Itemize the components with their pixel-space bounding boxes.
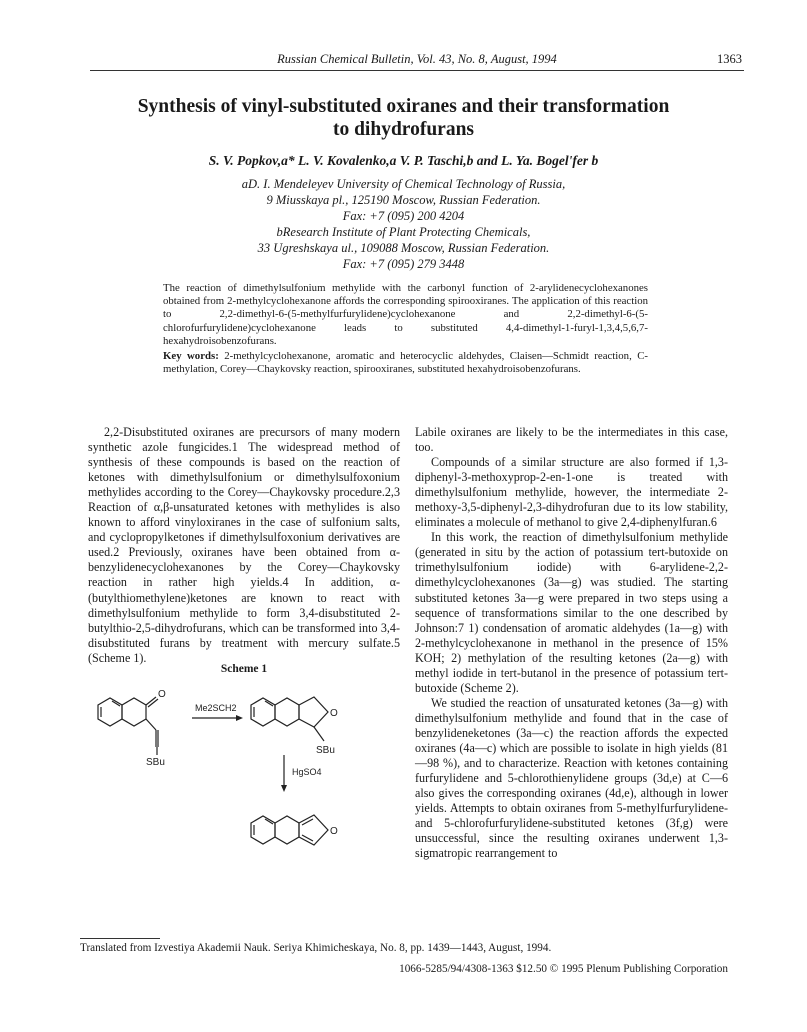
body-paragraph: Labile oxiranes are likely to be the intermediates in this case, too.: [415, 425, 728, 455]
keywords: [163, 350, 648, 376]
author-list: S. V. Popkov,a* L. V. Kovalenko,a V. P. Taschi,b and L. Ya. Bogel'fer b: [208, 153, 599, 168]
arrow-head-icon: [236, 715, 243, 721]
starting-ketone-structure: [98, 697, 158, 755]
title-line-1: Synthesis of vinyl-substituted oxiranes and their transformation: [137, 96, 670, 117]
right-column: [415, 425, 728, 861]
scheme-1-diagram: [88, 675, 400, 905]
body-paragraph: 2,2-Disubstituted oxiranes are precursors of many modern synthetic azole fungicides.1 The widespread method of synthesis of these compounds is based on the reaction of ketones with dimethylsulfonium or dimethylsulfoxonium methylides according to the Corey—Chaykovsky procedure.2,3 Reaction of α,β-unsaturated ketones with methylides is also known to afford vinyloxiranes in the case of sulfonium salts, and cyclopropylketones if dimethylsulfoxonium derivatives are used.2 Previously, oxiranes have been obtained from α-benzylidenecyclohexanones by the Corey—Chaykovsky reaction in rather high yields.4 In addition, α-(butylthiomethylene)ketones are known to react with dimethylsulfonium methylide to form 3,4-disubstituted 2-butylthio-2,5-dihydrofurans, which can be transformed into 3,4-disubstituted furans by treatment with mercury sulfate.5 (Scheme 1).: [88, 425, 400, 665]
page-number: 1363: [717, 52, 742, 66]
reagent-me2sch2: Me2SCH2: [195, 703, 237, 713]
abstract: The reaction of dimethylsulfonium methylide with the carbonyl function of 2-arylidenecyclohexanones obtained from 2-methylcyclohexanone affords the corresponding spirooxiranes. The application of this reaction to 2,2-dimethyl-6-(5-methylfurfurylidene)cyclohexanone and 2,2-dimethyl-6-(5-chlorofurfurylidene)cyclohexanone leads to substituted 4,4-dimethyl-1-furyl-1,3,4,5,6,7-hexahydroisobenzofurans.: [163, 282, 648, 347]
affiliation-line: bResearch Institute of Plant Protecting Chemicals,: [276, 225, 531, 240]
affiliation-line: aD. I. Mendeleyev University of Chemical Technology of Russia,: [241, 177, 566, 191]
footnote-rule: [80, 938, 160, 939]
reagent-hgso4: HgSO4: [292, 767, 322, 777]
sbu-label-1: SBu: [146, 757, 165, 768]
carbonyl-o-label: O: [158, 689, 166, 700]
affiliation-line: 9 Miusskaya pl., 125190 Moscow, Russian Federation.: [266, 193, 541, 208]
affiliations: [70, 176, 737, 273]
scheme-title: Scheme 1: [220, 663, 268, 675]
dihydrofuran-structure: [251, 697, 328, 741]
affiliation-line: Fax: +7 (095) 279 3448: [342, 257, 465, 272]
ring-o-label-2: O: [330, 826, 338, 837]
body-paragraph: Compounds of a similar structure are also formed if 1,3-diphenyl-3-methoxyprop-2-en-1-one is treated with dimethylsulfonium methylide, however, the intermediate 2-methoxy-3,5-diphenyl-2,3-dihydrofuran due to its low stability, eliminates a molecule of methanol to give 2,4-diphenylfuran.6: [415, 455, 728, 530]
keywords-label: Key words:: [163, 350, 219, 362]
translation-footnote: Translated from Izvestiya Akademii Nauk. Seriya Khimicheskaya, No. 8, pp. 1439—1443, August, 1994.: [80, 942, 552, 954]
title-line-2: to dihydrofurans: [332, 119, 475, 140]
affiliation-line: 33 Ugreshskaya ul., 109088 Moscow, Russian Federation.: [257, 241, 550, 256]
ring-o-label-1: O: [330, 708, 338, 719]
body-paragraph: In this work, the reaction of dimethylsulfonium methylide (generated in situ by the action of potassium tert-butoxide on trimethylsulfonium iodide) with 6-arylidene-2,2-dimethylcyclohexanones (3a—g) was studied. The starting substituted ketones 3a—g were prepared in two steps using a sequence of transformations similar to the one described by Johnson:7 1) condensation of aromatic aldehydes (1a—g) with 2-methylcyclohexanone in methanol in the presence of 15% KOH; 2) methylation of the resulting ketones (2a—g) with methyl iodide in tert-butanol in the presence of potassium tert-butoxide (Scheme 2).: [415, 530, 728, 695]
keywords-text: 2-methylcyclohexanone, aromatic and heterocyclic aldehydes, Claisen—Schmidt reaction, C-methylation, Corey—Chaykovsky reaction, spirooxiranes, substituted hexahydroisobenzofurans.: [163, 350, 648, 376]
left-column: [88, 425, 400, 666]
affiliation-line: Fax: +7 (095) 200 4204: [342, 209, 465, 224]
paper-title: [70, 95, 737, 141]
running-header: [90, 50, 744, 71]
sbu-label-2: SBu: [316, 745, 335, 756]
arrow-down-icon: [281, 785, 287, 792]
furan-product-structure: [251, 815, 328, 845]
body-paragraph: We studied the reaction of unsaturated ketones (3a—g) with dimethylsulfonium methylide and found that in the case of benzylideneketones (3a—c) the reaction affords the expected oxiranes (4a—c) which are possible to isolate in high yields (81—98 %), and to characterize. Reaction with ketones containing furfurylidene and 5-chlorothienylidene groups (3d,e) at C—6 also gives the corresponding oxiranes (4d,e), although in lower yields. Attempts to obtain oxiranes from 5-methylfurfurylidene- and 5-chlorofurfurylidene-substituted ketones (3f,g) were unsuccessful, since the resulting oxiranes underwent 1,3-sigmatropic rearrangement to: [415, 695, 728, 861]
journal-citation: Russian Chemical Bulletin, Vol. 43, No. 8, August, 1994: [277, 52, 557, 66]
copyright-line: 1066-5285/94/4308-1363 $12.50 © 1995 Plenum Publishing Corporation: [399, 963, 728, 975]
